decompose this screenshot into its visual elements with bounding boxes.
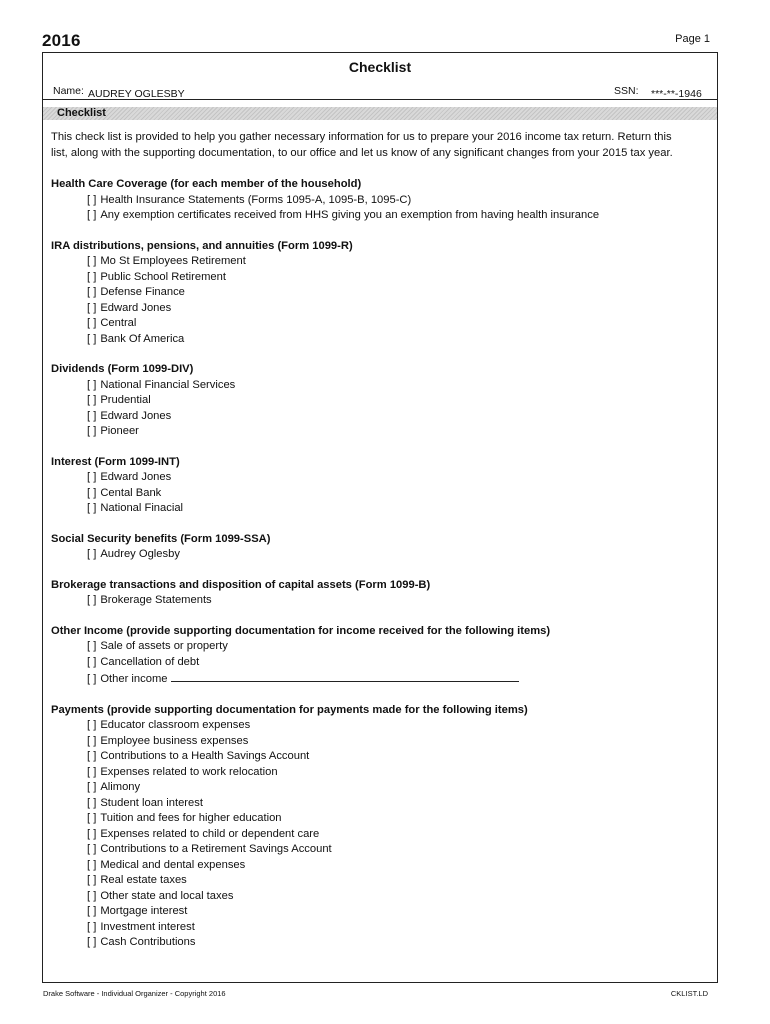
section-heading: Other Income (provide supporting documentation for income received for the following items): [51, 624, 551, 637]
checkbox[interactable]: [ ]: [87, 781, 97, 793]
checkbox[interactable]: [ ]: [87, 193, 97, 206]
checklist-item[interactable]: [51, 811, 691, 827]
checkbox[interactable]: [ ]: [87, 796, 97, 809]
checklist-item-label: Educator classroom expenses: [100, 719, 251, 731]
checklist-item-label: Defense Finance: [100, 286, 185, 298]
section-band-label: Checklist: [57, 107, 106, 119]
checkbox[interactable]: [ ]: [87, 502, 97, 514]
checklist-item-label: Bank Of America: [100, 332, 185, 345]
checklist-item[interactable]: [51, 208, 691, 224]
checklist-item[interactable]: [51, 547, 691, 563]
checklist-item[interactable]: [51, 254, 691, 270]
checklist-item[interactable]: [51, 639, 691, 655]
checklist-item[interactable]: [51, 935, 691, 951]
checklist-item[interactable]: [51, 470, 691, 486]
checklist-form: [42, 52, 718, 982]
fill-in-line[interactable]: [171, 670, 519, 682]
checkbox[interactable]: [ ]: [87, 425, 97, 437]
checklist-item[interactable]: [51, 285, 691, 301]
checkbox[interactable]: [ ]: [87, 548, 97, 560]
checklist-item-label: Contributions to a Health Savings Account: [100, 750, 310, 762]
intro-paragraph: This check list is provided to help you gather necessary information for us to prepare your 2016 income tax return. Return this list, along with the supporting documentation, to our office and let us know of any significant changes from your 2015 tax year.: [51, 131, 673, 159]
checklist-item[interactable]: [51, 486, 691, 502]
checklist-content: [51, 130, 691, 966]
form-title: Checklist: [348, 59, 412, 75]
checklist-item-label: Pioneer: [100, 425, 139, 437]
checklist-item[interactable]: [51, 796, 691, 812]
checklist-item[interactable]: [51, 332, 691, 348]
checklist-section: [51, 578, 691, 609]
checkbox[interactable]: [ ]: [87, 594, 97, 606]
checklist-item-label: Contributions to a Retirement Savings Account: [100, 843, 332, 855]
checkbox[interactable]: [ ]: [87, 858, 97, 871]
checkbox[interactable]: [ ]: [87, 843, 97, 855]
checkbox[interactable]: [ ]: [87, 317, 97, 329]
checklist-item-label: Real estate taxes: [100, 874, 187, 886]
checklist-section: [51, 703, 691, 951]
checkbox[interactable]: [ ]: [87, 874, 97, 886]
checkbox[interactable]: [ ]: [87, 486, 97, 499]
checklist-item-label: Edward Jones: [100, 409, 172, 422]
ssn-value: ***-**-1946: [651, 88, 702, 100]
checklist-item-label: Alimony: [100, 781, 141, 793]
section-heading: Interest (Form 1099-INT): [51, 455, 180, 468]
checkbox[interactable]: [ ]: [87, 655, 97, 668]
checklist-item-label: Other income: [100, 673, 168, 685]
checklist-item[interactable]: [51, 873, 691, 889]
checklist-item[interactable]: [51, 501, 691, 517]
checklist-item[interactable]: [51, 718, 691, 734]
checkbox[interactable]: [ ]: [87, 332, 97, 345]
section-heading: Payments (provide supporting documentation for payments made for the following items): [51, 703, 528, 716]
tax-year: 2016: [42, 31, 81, 50]
checklist-item-label: Expenses related to work relocation: [100, 765, 278, 778]
checklist-item[interactable]: [51, 424, 691, 440]
checklist-item-label: Audrey Oglesby: [100, 548, 180, 560]
checklist-item[interactable]: [51, 920, 691, 936]
footer-copyright: Drake Software - Individual Organizer - Copyright 2016: [43, 989, 226, 998]
checklist-item[interactable]: [51, 827, 691, 843]
checklist-item-label: Cental Bank: [100, 486, 162, 499]
checkbox[interactable]: [ ]: [87, 286, 97, 298]
checkbox[interactable]: [ ]: [87, 409, 97, 422]
checkbox[interactable]: [ ]: [87, 827, 97, 840]
checklist-item[interactable]: [51, 765, 691, 781]
checklist-item[interactable]: [51, 842, 691, 858]
checkbox[interactable]: [ ]: [87, 394, 97, 406]
checkbox[interactable]: [ ]: [87, 673, 97, 685]
checklist-item-label: Sale of assets or property: [100, 640, 228, 652]
name-value: AUDREY OGLESBY: [88, 88, 185, 100]
checkbox[interactable]: [ ]: [87, 734, 97, 747]
checklist-item[interactable]: [51, 670, 691, 688]
checklist-item-label: Tuition and fees for higher education: [100, 812, 282, 824]
checklist-item-label: Cash Contributions: [100, 936, 196, 948]
checklist-item-label: Other state and local taxes: [100, 889, 234, 902]
section-heading: IRA distributions, pensions, and annuities (Form 1099-R): [51, 239, 353, 252]
checkbox[interactable]: [ ]: [87, 471, 97, 483]
ssn-label: SSN:: [614, 85, 639, 97]
checklist-item-label: Brokerage Statements: [100, 594, 212, 606]
checkbox[interactable]: [ ]: [87, 378, 97, 391]
checkbox[interactable]: [ ]: [87, 889, 97, 902]
checklist-item-label: National Finacial: [100, 502, 184, 514]
checklist-item[interactable]: [51, 393, 691, 409]
checklist-item-label: Mo St Employees Retirement: [100, 255, 246, 267]
checklist-item-label: National Financial Services: [100, 378, 236, 391]
checklist-item-label: Edward Jones: [100, 471, 172, 483]
checkbox[interactable]: [ ]: [87, 920, 97, 933]
checkbox[interactable]: [ ]: [87, 936, 97, 948]
section-band: [43, 107, 717, 120]
checklist-item-label: Any exemption certificates received from HHS giving you an exemption from having health insurance: [100, 209, 600, 221]
checkbox[interactable]: [ ]: [87, 640, 97, 652]
checkbox[interactable]: [ ]: [87, 905, 97, 917]
checklist-item-label: Central: [100, 317, 137, 329]
checkbox[interactable]: [ ]: [87, 209, 97, 221]
checklist-item[interactable]: [51, 655, 691, 671]
name-row: [43, 84, 717, 100]
checkbox[interactable]: [ ]: [87, 719, 97, 731]
checklist-item[interactable]: [51, 270, 691, 286]
checklist-item[interactable]: [51, 749, 691, 765]
checklist-section: [51, 455, 691, 517]
section-heading: Social Security benefits (Form 1099-SSA): [51, 532, 271, 545]
footer-form-code: CKLIST.LD: [670, 989, 708, 998]
checklist-item-label: Health Insurance Statements (Forms 1095-A, 1095-B, 1095-C): [100, 193, 412, 206]
checkbox[interactable]: [ ]: [87, 301, 97, 314]
checklist-item-label: Expenses related to child or dependent care: [100, 827, 320, 840]
checklist-section: [51, 362, 691, 440]
checklist-item-label: Cancellation of debt: [100, 655, 200, 668]
checklist-item[interactable]: [51, 593, 691, 609]
checklist-item[interactable]: [51, 193, 691, 209]
checklist-section: [51, 532, 691, 563]
checkbox[interactable]: [ ]: [87, 270, 97, 283]
name-label: Name:: [53, 85, 84, 97]
checklist-section: [51, 239, 691, 348]
checkbox[interactable]: [ ]: [87, 255, 97, 267]
checklist-item[interactable]: [51, 301, 691, 317]
checklist-item[interactable]: [51, 858, 691, 874]
checklist-section: [51, 624, 691, 688]
checklist-item-label: Student loan interest: [100, 796, 203, 809]
checklist-item-label: Public School Retirement: [100, 270, 226, 283]
checklist-item-label: Investment interest: [100, 920, 195, 933]
checklist-item[interactable]: [51, 409, 691, 425]
checklist-item-label: Prudential: [100, 394, 151, 406]
checklist-item-label: Edward Jones: [100, 301, 172, 314]
section-heading: Dividends (Form 1099-DIV): [51, 363, 194, 375]
checklist-item[interactable]: [51, 378, 691, 394]
section-heading: Brokerage transactions and disposition of capital assets (Form 1099-B): [51, 578, 431, 591]
checklist-item[interactable]: [51, 316, 691, 332]
checklist-item-label: Medical and dental expenses: [100, 858, 246, 871]
checklist-sections: [51, 177, 691, 951]
checklist-section: [51, 177, 691, 224]
form-bottom-rule: [42, 982, 718, 983]
section-heading: Health Care Coverage (for each member of the household): [51, 178, 362, 190]
checklist-item[interactable]: [51, 904, 691, 920]
checklist-item-label: Mortgage interest: [100, 905, 188, 917]
checklist-item[interactable]: [51, 889, 691, 905]
page-number: Page 1: [675, 33, 710, 45]
checklist-item[interactable]: [51, 734, 691, 750]
checkbox[interactable]: [ ]: [87, 812, 97, 824]
checklist-item-label: Employee business expenses: [100, 734, 249, 747]
checkbox[interactable]: [ ]: [87, 765, 97, 778]
checkbox[interactable]: [ ]: [87, 750, 97, 762]
checklist-item[interactable]: [51, 780, 691, 796]
